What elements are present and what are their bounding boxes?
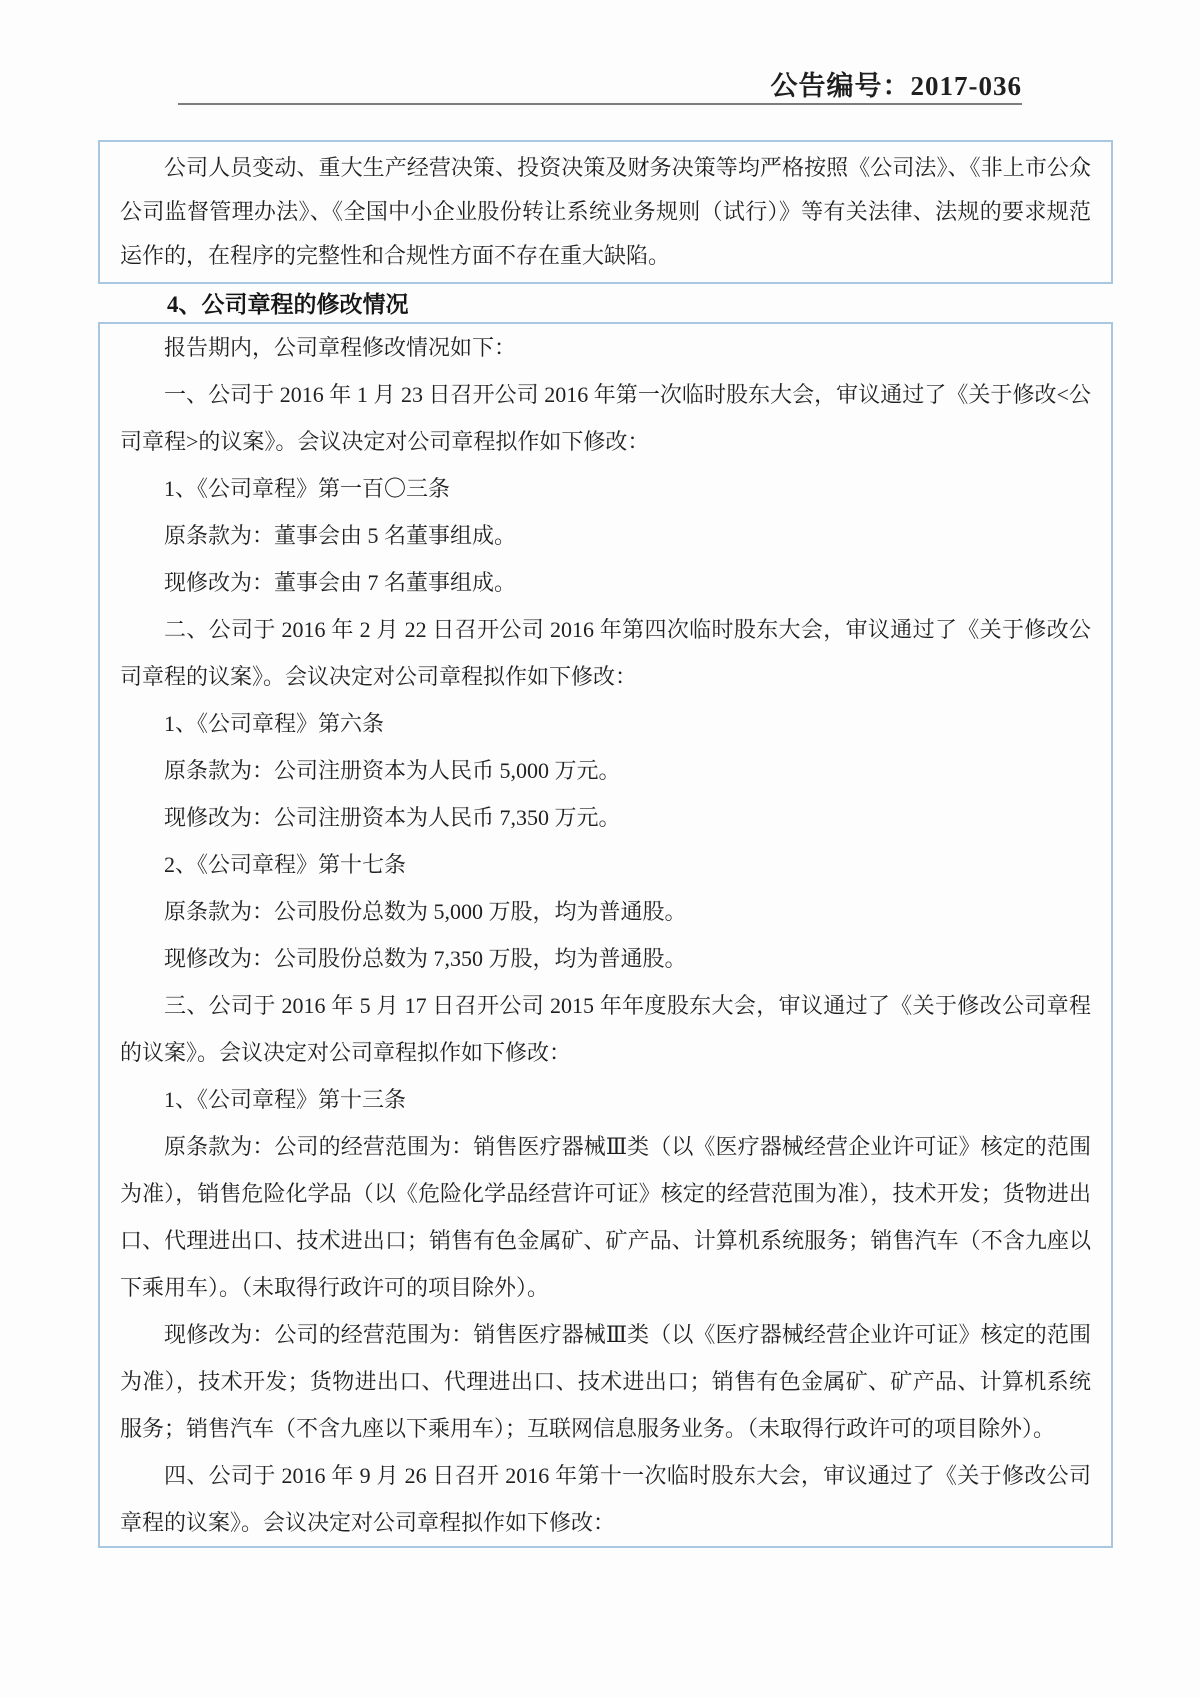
paragraph: 一、公司于 2016 年 1 月 23 日召开公司 2016 年第一次临时股东大会，审议通过了《关于修改<公司章程>的议案》。会议决定对公司章程拟作如下修改： <box>120 382 1091 454</box>
paragraph: 现修改为：董事会由 7 名董事组成。 <box>164 570 517 595</box>
paragraph: 现修改为：公司股份总数为 7,350 万股，均为普通股。 <box>164 946 687 971</box>
paragraph: 原条款为：公司注册资本为人民币 5,000 万元。 <box>164 758 621 783</box>
paragraph: 现修改为：公司注册资本为人民币 7,350 万元。 <box>164 805 621 830</box>
paragraph: 报告期内，公司章程修改情况如下： <box>164 335 517 360</box>
paragraph: 原条款为：公司的经营范围为：销售医疗器械Ⅲ类（以《医疗器械经营企业许可证》核定的范围为准），销售危险化学品（以《危险化学品经营许可证》核定的经营范围为准），技术开发；货物进出口、代理进出口、技术进出口；销售有色金属矿、矿产品、计算机系统服务；销售汽车（不含九座以下乘用车）。（未取得行政许可的项目除外）。 <box>120 1134 1091 1300</box>
section-heading-charter-amendments: 4、公司章程的修改情况 <box>167 292 409 317</box>
paragraph: 三、公司于 2016 年 5 月 17 日召开公司 2015 年年度股东大会，审议通过了《关于修改公司章程的议案》。会议决定对公司章程拟作如下修改： <box>120 993 1091 1065</box>
paragraph: 1、《公司章程》第十三条 <box>164 1087 407 1112</box>
header-divider <box>178 103 1022 105</box>
paragraph: 四、公司于 2016 年 9 月 26 日召开 2016 年第十一次临时股东大会，审议通过了《关于修改公司章程的议案》。会议决定对公司章程拟作如下修改： <box>120 1463 1091 1535</box>
paragraph: 1、《公司章程》第六条 <box>164 711 385 736</box>
paragraph: 二、公司于 2016 年 2 月 22 日召开公司 2016 年第四次临时股东大会，审议通过了《关于修改公司章程的议案》。会议决定对公司章程拟作如下修改： <box>120 617 1091 689</box>
announcement-number: 公告编号：2017-036 <box>770 71 1022 101</box>
paragraph: 2、《公司章程》第十七条 <box>164 852 407 877</box>
paragraph: 原条款为：董事会由 5 名董事组成。 <box>164 523 517 548</box>
paragraph: 原条款为：公司股份总数为 5,000 万股，均为普通股。 <box>164 899 687 924</box>
charter-amendments-box <box>98 322 1113 1548</box>
paragraph: 现修改为：公司的经营范围为：销售医疗器械Ⅲ类（以《医疗器械经营企业许可证》核定的范围为准），技术开发；货物进出口、代理进出口、技术进出口；销售有色金属矿、矿产品、计算机系统服务；销售汽车（不含九座以下乘用车）；互联网信息服务业务。（未取得行政许可的项目除外）。 <box>120 1322 1091 1441</box>
internal-control-statement-box <box>98 140 1113 284</box>
paragraph: 1、《公司章程》第一百〇三条 <box>164 476 451 501</box>
intro-paragraph: 公司人员变动、重大生产经营决策、投资决策及财务决策等均严格按照《公司法》、《非上市公众公司监督管理办法》、《全国中小企业股份转让系统业务规则（试行）》等有关法律、法规的要求规范运作的，在程序的完整性和合规性方面不存在重大缺陷。 <box>120 155 1091 268</box>
